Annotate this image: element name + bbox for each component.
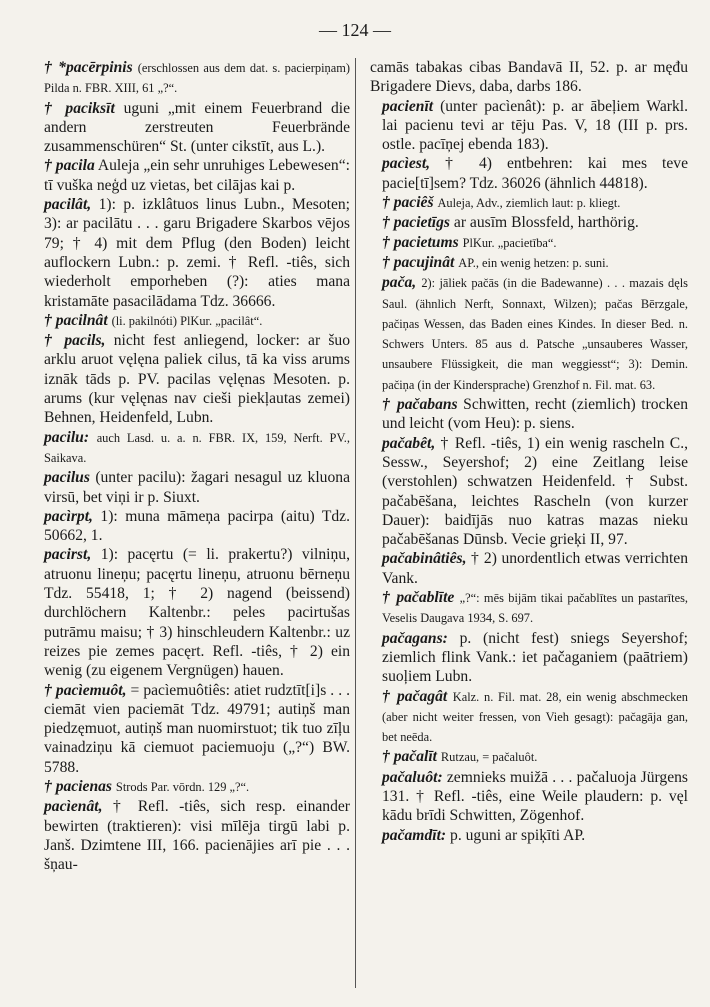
dictionary-entry: [32, 777, 350, 797]
entry-headword: † pačablīte: [382, 589, 455, 607]
entry-text: (erschlossen aus dem dat. s. pacierpiņam) Pilda n. FBR. XIII, 61 „?“.: [44, 61, 350, 96]
dictionary-entry: [32, 195, 350, 311]
dictionary-entry: [370, 588, 688, 629]
entry-headword: pacìest,: [382, 155, 431, 173]
dictionary-entry: [370, 434, 688, 550]
dictionary-entry: [32, 797, 350, 874]
entry-text: AP., ein wenig hetzen: p. suni.: [458, 255, 609, 270]
entry-headword: pacilus: [44, 469, 90, 487]
entry-text: (li. pakilnóti) PlKur. „pacilât“.: [111, 313, 263, 328]
entry-text: Kalz. n. Fil. mat. 28, ein wenig abschmecken (aber nicht weiter fressen, von Vieh gesagt): pačagāja gan, bet neēda.: [382, 689, 688, 745]
entry-text: 1): p. izklâtuos linus Lubn., Mesoten; 3): ar pacilātu . . . garu Brigadere Skarbos vējos 79; † 4) mit dem Pflug (den Boden) leicht auflockern Lubn.: p. zemi. † Refl. -tiês, sich wiederholt emporheben (?): aties mana kristamāte pasacilādama Tdz. 36666.: [44, 196, 350, 310]
dictionary-entry: [32, 99, 350, 157]
dictionary-entry: [370, 253, 688, 273]
entry-headword: † pacilnât: [44, 311, 108, 329]
entry-text: auch Lasd. u. a. n. FBR. IX, 159, Nerft. PV., Saikava.: [44, 430, 350, 465]
entry-headword: † paciêš: [382, 194, 434, 212]
entry-headword: pacienīt: [382, 97, 434, 115]
left-column: [32, 58, 350, 874]
dictionary-entry: [370, 768, 688, 826]
entry-headword: † pacìemuôt,: [44, 681, 127, 699]
entry-headword: † pačagât: [382, 687, 448, 705]
entry-text: PlKur. „pacietība“.: [462, 235, 557, 250]
entry-text: Rutzau, = pačaluôt.: [440, 750, 538, 765]
dictionary-entry: [370, 273, 688, 395]
entry-text: 1): pacęrtu (= li. prakertu?) vilniņu, atruonu lineņu; pacęrtu lineņu, atruonu bērneņu Tdz. 55418, 1; † 2) nagend (beissend) durchlöchern Kaltenbr.: peles pacirtušas putrāmu maisu; † 3) hinschleudern Kaltenbr.: uz reizes pie zemes pacęrt. Refl. -tiês, † 2) ein wenig (zu eigenem Vergnügen) hauen.: [44, 546, 350, 680]
entry-text: uguni „mit einem Feuerbrand die andern zerstreuten Feuerbrände zusammenschüren“ St. (unter cikstīt, aus L.).: [44, 99, 350, 156]
entry-headword: pačabêt,: [382, 434, 436, 452]
entry-headword: pacilu:: [44, 428, 90, 446]
dictionary-entry: [32, 507, 350, 546]
entry-text: Auleja, Adv., ziemlich laut: p. kliegt.: [437, 196, 621, 211]
entry-text: = pacìemuôtiês: atiet rudztīt[i]s . . . ciemāt vien paciemāt Tdz. 49791; autiņš man piedzęmuot, autiņš man nuomirstuot; tik tuo zīļu vainadziņu kā ciemuot paciemuoju („?“) BW. 5788.: [44, 681, 350, 776]
entry-headword: pačaluôt:: [382, 768, 443, 786]
entry-text: Auleja „ein sehr unruhiges Lebewesen“: tī vuška neģd uz vietas, bet cilājas kai p.: [44, 157, 350, 194]
entry-headword: † pacujinât: [382, 253, 455, 271]
dictionary-entry: [370, 154, 688, 193]
entry-text: p. (nicht fest) sniegs Seyershof; ziemlich flink Vank.: iet pačaganiem (paātriem) suoļiem Lubn.: [382, 629, 689, 686]
dictionary-entry: [32, 428, 350, 469]
dictionary-entry: [32, 58, 350, 99]
entry-headword: † pačabans: [382, 396, 458, 414]
dictionary-entry: [370, 97, 688, 155]
entry-text: nicht fest anliegend, locker: ar šuo arklu aruot vęlęna paliek cilus, tā ka viss arums iznāk tāds p. PV. pacilas vęlęnas Mesoten. p. arums (kur vęlęnas nav cieši piekļautas zemei) Behnen, Heidenfeld, Lubn.: [44, 332, 351, 427]
entry-text: (unter pacìenât): p. ar ābeļiem Warkl. lai pacienu tevi ar tēju Pas. V, 18 (III p. prs. ostle. pacīņej ebenda 183).: [382, 97, 688, 154]
entry-text: „?“: mēs bijām tikai pačablītes un pastarītes, Veselis Daugava 1934, S. 697.: [382, 591, 688, 626]
entry-text: † 4) entbehren: kai mes teve pacie[tī]sem? Tdz. 36026 (ähnlich 44818).: [382, 155, 688, 192]
entry-headword: † paciksīt: [44, 99, 115, 117]
entry-headword: † pacila: [44, 157, 95, 175]
entry-headword: pacìrpt,: [44, 507, 93, 525]
entry-text: † 2) unordentlich etwas verrichten Vank.: [382, 550, 689, 587]
entry-headword: † pačalīt: [382, 748, 438, 766]
right-column: [370, 58, 688, 845]
entry-headword: † pacienas: [44, 777, 113, 795]
dictionary-entry: [370, 747, 688, 767]
entry-text: ar ausīm Blossfeld, harthörig.: [453, 214, 639, 232]
dictionary-entry: [32, 311, 350, 331]
dictionary-entry: [370, 213, 688, 232]
dictionary-entry: [32, 468, 350, 507]
dictionary-entry: [370, 629, 688, 687]
entry-text: p. uguni ar spiķīti AP.: [450, 826, 586, 844]
dictionary-entry: [370, 193, 688, 213]
entry-text: Schwitten, recht (ziemlich) trocken und leicht (vom Heu): p. siens.: [382, 396, 688, 433]
entry-headword: pacilât,: [44, 196, 92, 214]
dictionary-entry: [32, 331, 350, 427]
dictionary-entry: [32, 156, 350, 195]
entry-text: † Refl. -tiês, 1) ein wenig rascheln C., Sessw., Seyershof; 2) eine Zeitlang leise (verstohlen) schwatzen Heidenfeld. † Subst. pačabēšana, leichtes Rascheln (von kurzer Dauer): baidījās nuo katras mazas nieku pačabēšanas Dūnsb. Vecie grieķi II, 97.: [382, 434, 688, 549]
page-number: — 124 —: [319, 20, 391, 40]
entry-text: camās tabakas cibas Bandavā II, 52. p. ar męđu Brigadere Dievs, daba, darbs 186.: [370, 59, 688, 96]
entry-headword: † pacietīgs: [382, 214, 450, 232]
dictionary-entry: [370, 395, 688, 434]
column-divider: [355, 58, 356, 988]
entry-headword: pača,: [382, 274, 417, 292]
entry-text: zemnieks muižā . . . pačaluoja Jürgens 131. † Refl. -tiês, eine Weile plaudern: p. vęl kādu brīdi Schwitten, Zögenhof.: [382, 768, 688, 825]
entry-headword: † *pacērpinis: [44, 59, 133, 76]
dictionary-entry: [370, 549, 688, 588]
entry-headword: † pacils,: [44, 332, 106, 350]
dictionary-entry: [32, 545, 350, 680]
entry-text: 1): muna māmeņa pacirpa (aitu) Tdz. 50662, 1.: [44, 507, 350, 545]
dictionary-entry: [370, 233, 688, 253]
entry-text: Strods Par. vōrdn. 129 „?“.: [115, 779, 250, 794]
entry-headword: pačagans:: [382, 629, 448, 647]
entry-text: † Refl. -tiês, sich resp. einander bewirten (traktieren): visi mīlēja tirgū labi p. Janš. Dzimtene III, 166. pacienājies arī pie . . . šņau-: [44, 798, 350, 874]
entry-headword: pacirst,: [44, 546, 92, 564]
dictionary-entry: [32, 681, 350, 777]
entry-text: 2): jāliek pačās (in die Badewanne) . . . mazais dęls Saul. (ähnlich Nerft, Sonnaxt, Wilzen); pačas Bērzgale, pačiņas Wessen, das Baden eines Kindes. In dieser Bed. n. Schwers Unters. 85 aus d. Patsche „unsauberes Wasser, unsaubere Flüssigkeit, die man weggiesst“; 3): Demin. pačiņa (in der Kindersprache) Grenzhof n. Fil. mat. 63.: [382, 276, 688, 392]
dictionary-entry: [370, 687, 688, 748]
entry-text: (unter pacilu): žagari nesagul uz kluona virsū, bet viņi ir p. Siuxt.: [44, 469, 350, 506]
entry-headword: pacìenât,: [44, 798, 103, 816]
entry-headword: † pacietums: [382, 233, 459, 251]
entry-headword: pačamdīt:: [382, 826, 447, 844]
dictionary-entry: [370, 826, 688, 845]
dictionary-entry: [370, 58, 688, 97]
entry-headword: pačabinâtiês,: [382, 550, 467, 568]
